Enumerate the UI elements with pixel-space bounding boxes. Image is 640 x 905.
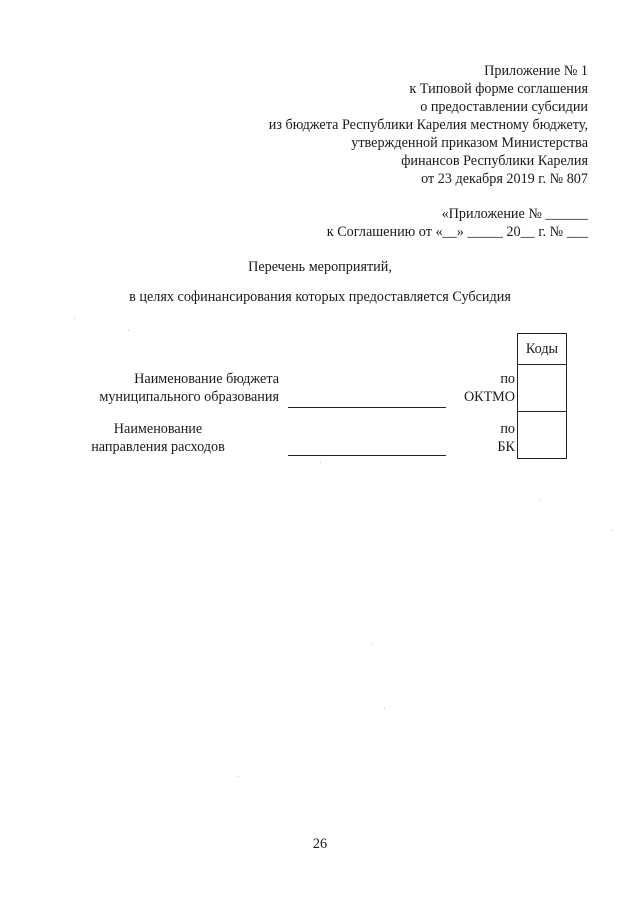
bk-label-code: БК — [497, 439, 515, 455]
scan-speck — [540, 500, 541, 501]
header-line-order: утвержденной приказом Министерства — [351, 135, 588, 151]
header-line-budget: из бюджета Республики Карелия местному бюджету, — [268, 117, 588, 133]
bk-label — [497, 420, 515, 456]
direction-field[interactable] — [288, 455, 446, 456]
budget-name-label-line2: муниципального образования — [99, 389, 279, 405]
codes-header: Коды — [518, 334, 567, 365]
oktmo-label-po: по — [500, 371, 515, 387]
scan-speck — [612, 530, 613, 531]
codes-table — [517, 333, 567, 459]
header-line-subsidy: о предоставлении субсидии — [420, 99, 588, 115]
agreement-reference-line: к Соглашению от «__» _____ 20__ г. № ___ — [326, 224, 588, 240]
scan-speck — [384, 708, 385, 709]
oktmo-label-code: ОКТМО — [463, 389, 515, 405]
budget-name-label — [99, 370, 279, 406]
budget-name-label-line1: Наименование бюджета — [134, 371, 279, 387]
oktmo-code-cell[interactable] — [518, 365, 567, 412]
document-title: Перечень мероприятий, — [248, 259, 392, 275]
scan-speck — [320, 462, 321, 463]
direction-label-line2: направления расходов — [91, 439, 225, 455]
scan-speck — [74, 318, 75, 319]
scan-speck — [372, 643, 373, 644]
header-line-appendix-number: Приложение № 1 — [484, 63, 588, 79]
bk-code-cell[interactable] — [518, 412, 567, 459]
bk-label-po: по — [500, 421, 515, 437]
direction-label-line1: Наименование — [113, 421, 203, 437]
header-line-date: от 23 декабря 2019 г. № 807 — [421, 171, 588, 187]
budget-name-field[interactable] — [288, 407, 446, 408]
oktmo-label — [464, 370, 515, 406]
scan-speck — [238, 776, 239, 777]
header-line-form-reference: к Типовой форме соглашения — [409, 81, 588, 97]
page-number: 26 — [312, 836, 328, 852]
appendix-number-line: «Приложение № ______ — [441, 206, 588, 222]
header-line-ministry: финансов Республики Карелия — [401, 153, 588, 169]
scan-speck — [128, 330, 129, 331]
document-subtitle: в целях софинансирования которых предоставляется Субсидия — [129, 289, 511, 305]
direction-label — [40, 420, 276, 456]
